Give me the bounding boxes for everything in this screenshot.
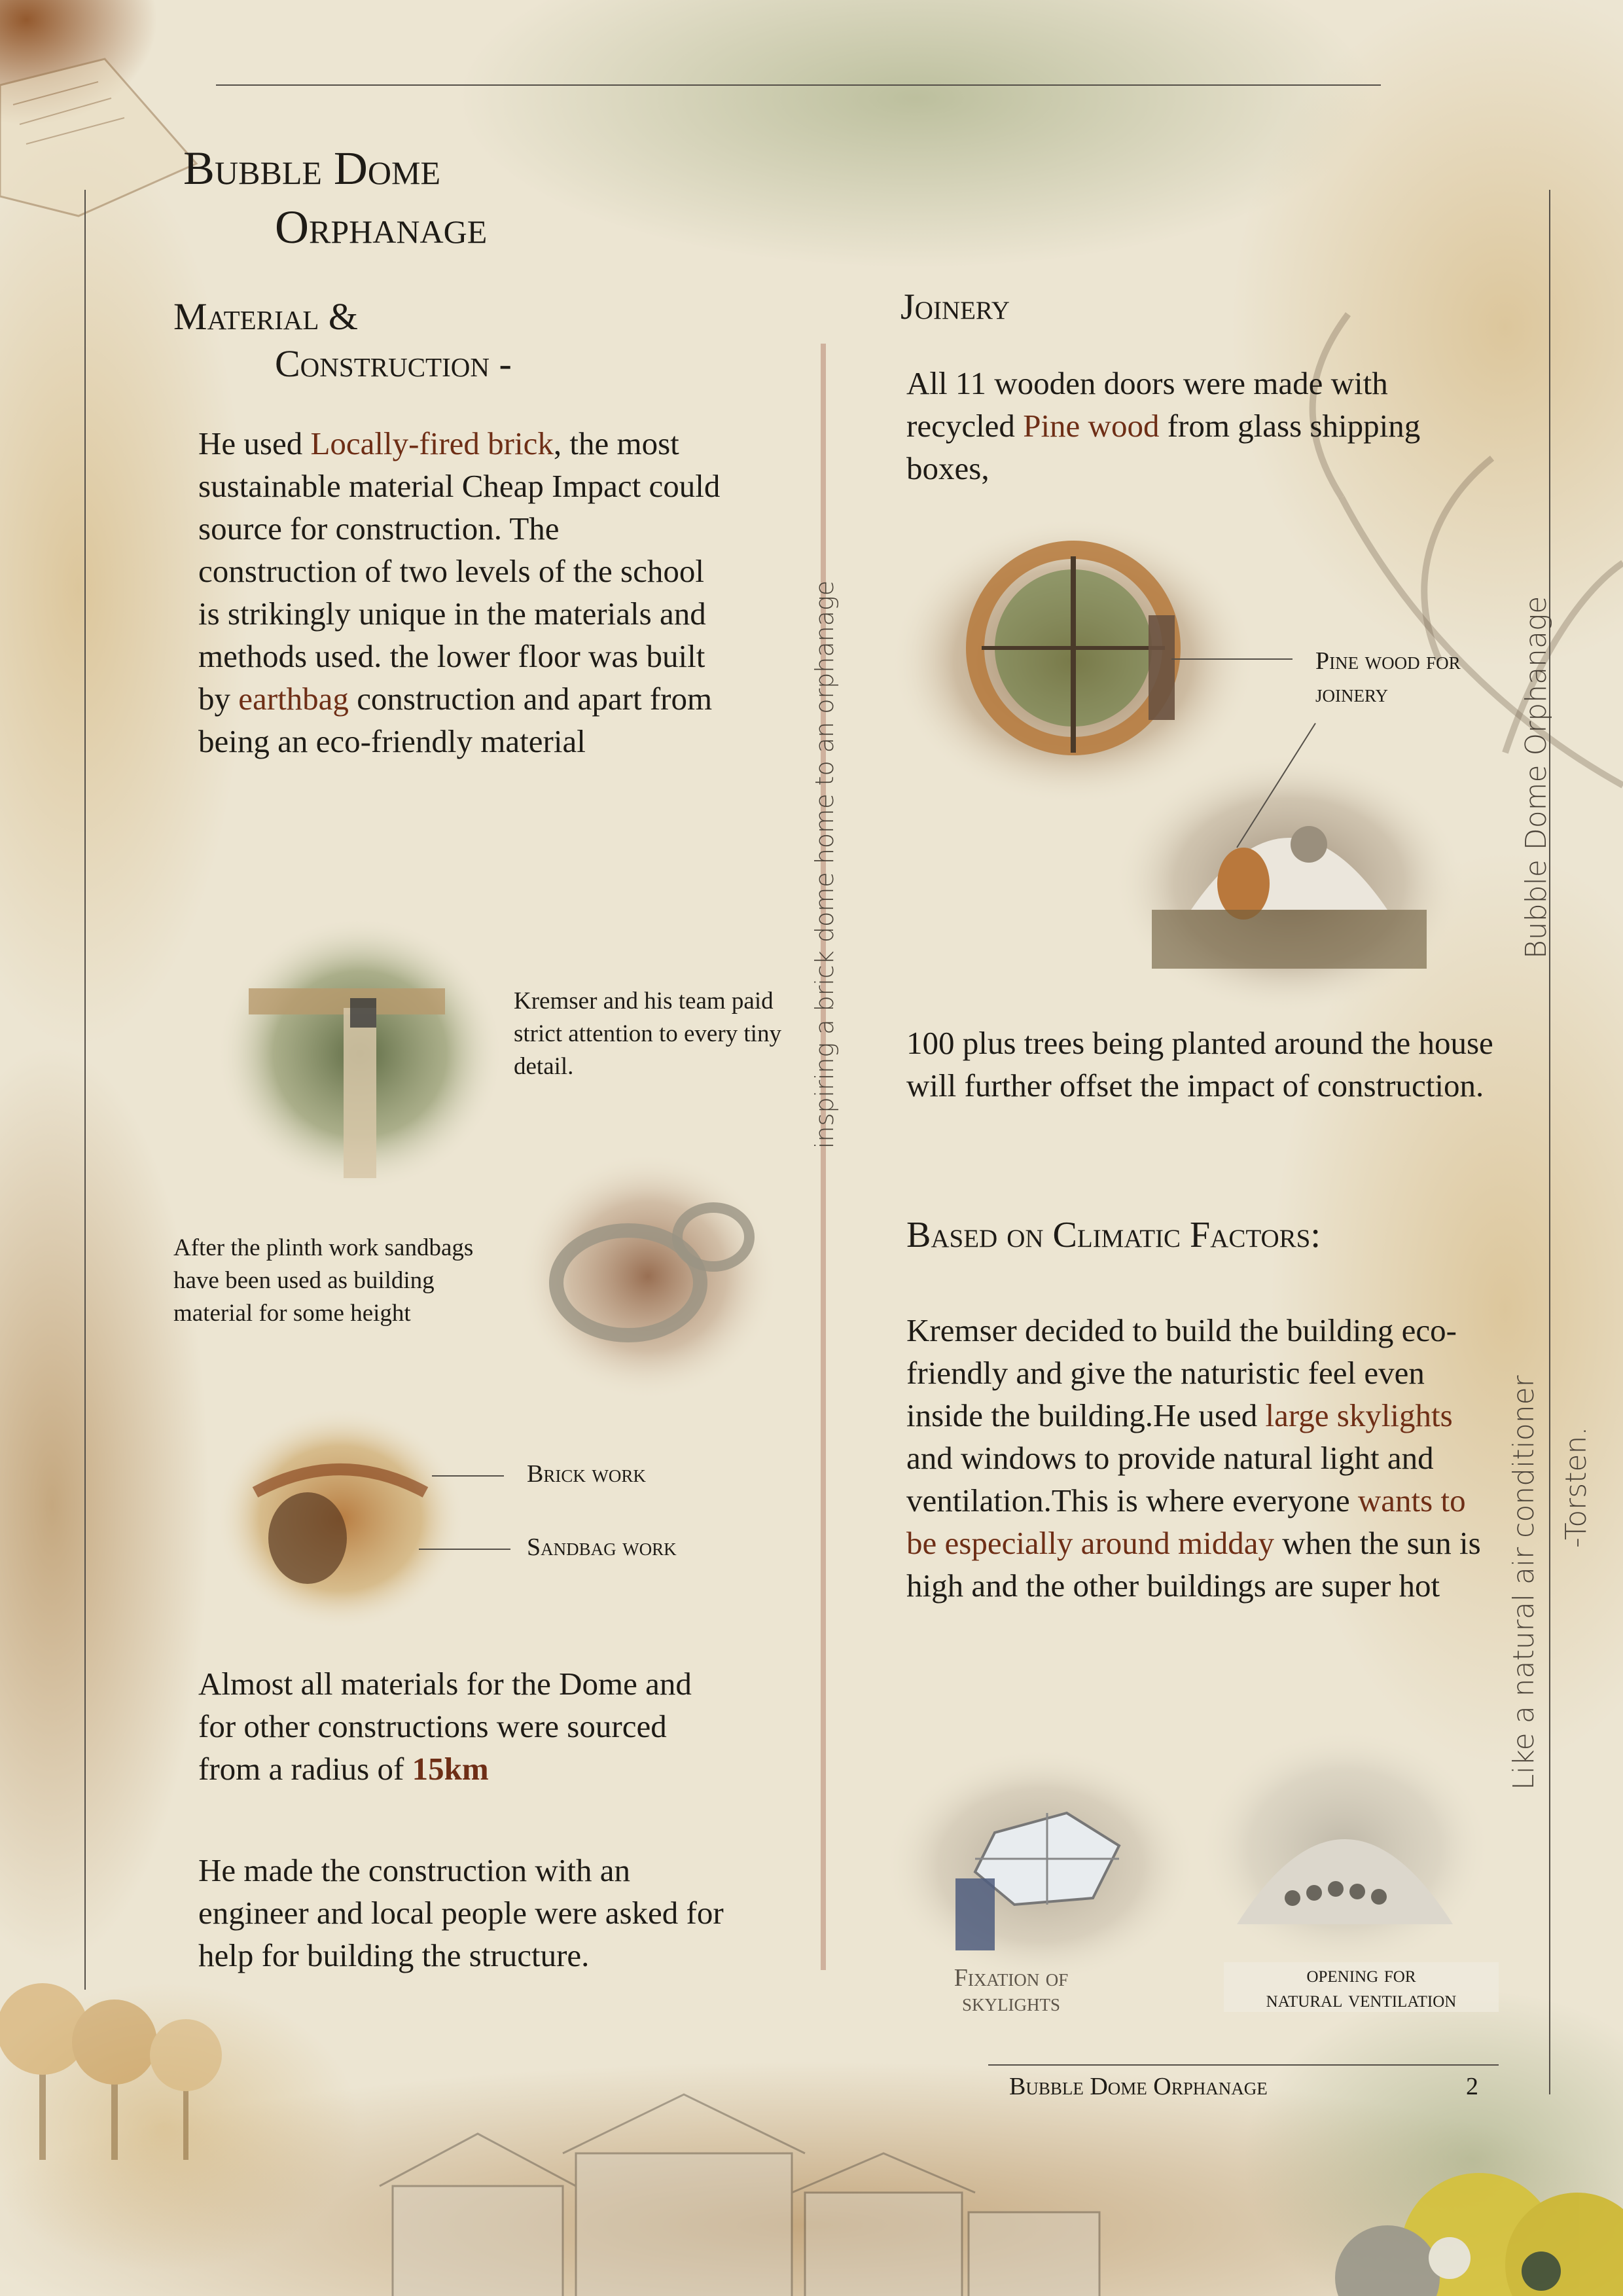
highlight-large-skylights: large skylights [1265, 1397, 1453, 1433]
climatic-paragraph: Kremser decided to build the building eco-friendly and give the naturistic feel even inside the building.He used large skylights and windows to provide natural light and ventilation.This is where everyone wants to be especially around midday when the sun is high and the other buildings are super hot [906, 1312, 1481, 1604]
side-quote-author: -Torsten. [1560, 1426, 1593, 1548]
joinery-heading: Joinery [901, 287, 1010, 327]
divider-quote: inspiring a brick dome home to an orphanage [810, 580, 839, 1149]
material-heading-line2: Construction - [275, 342, 512, 385]
dome-pointer-line [1230, 720, 1322, 851]
engineer-paragraph: He made the construction with an engineer and local people were asked for help for building the structure. [198, 1852, 724, 1973]
material-construction-heading [173, 293, 512, 387]
page-number: 2 [1466, 2073, 1478, 2100]
highlight-locally-fired-brick: Locally-fired brick [310, 425, 554, 461]
page-title-line2: Orphanage [275, 201, 488, 253]
pine-pointer-line [1171, 658, 1293, 660]
foundation-photo [517, 1152, 779, 1401]
footer-title: Bubble Dome Orphanage [1009, 2073, 1268, 2100]
brick-pointer-line [432, 1475, 504, 1477]
highlight-pine-wood: Pine wood [1023, 408, 1160, 444]
climatic-factors-heading: Based on Climatic Factors: [906, 1215, 1321, 1255]
joinery-paragraph: All 11 wooden doors were made with recycled Pine wood from glass shipping boxes, [906, 365, 1421, 486]
ventilation-label: opening for natural ventilation [1224, 1962, 1499, 2012]
highlight-midday: wants to be especially around midday [906, 1482, 1466, 1561]
ventilation-photo [1198, 1728, 1492, 1970]
side-quote: Like a natural air conditioner [1507, 1375, 1541, 1790]
page-title-line1: Bubble Dome [183, 142, 441, 194]
side-title: Bubble Dome Orphanage [1520, 596, 1553, 959]
detail-caption: Kremser and his team paid strict attention to every tiny detail. [514, 988, 781, 1080]
skylight-label: Fixation of skylights [954, 1964, 1069, 2017]
sandbags-caption: After the plinth work sandbags have been used as building material for some height [173, 1234, 474, 1327]
brick-work-label: Brick work [527, 1460, 646, 1488]
materials-radius-paragraph: Almost all materials for the Dome and for other constructions were sourced from a radius of 15km [198, 1666, 692, 1787]
wood-detail-photo [216, 916, 504, 1191]
page-title [183, 139, 487, 257]
pine-wood-label: Pine wood for joinery [1315, 647, 1461, 708]
material-heading-line1: Material & [173, 295, 358, 338]
sandbag-pointer-line [419, 1549, 510, 1550]
trees-paragraph: 100 plus trees being planted around the house will further offset the impact of construction. [906, 1025, 1493, 1103]
brick-sandbag-photo [216, 1394, 465, 1630]
skylight-photo [883, 1748, 1198, 1983]
materials-paragraph: He used Locally-fired brick, the most sustainable material Cheap Impact could source for construction. The construction of two levels of the school is strikingly unique in the materials and methods used. the lower floor was built by earthbag construction and apart from being an eco-friendly material [198, 425, 721, 759]
sandbag-work-label: Sandbag work [527, 1534, 677, 1561]
highlight-15km: 15km [412, 1751, 489, 1787]
highlight-earthbag: earthbag [238, 681, 349, 717]
